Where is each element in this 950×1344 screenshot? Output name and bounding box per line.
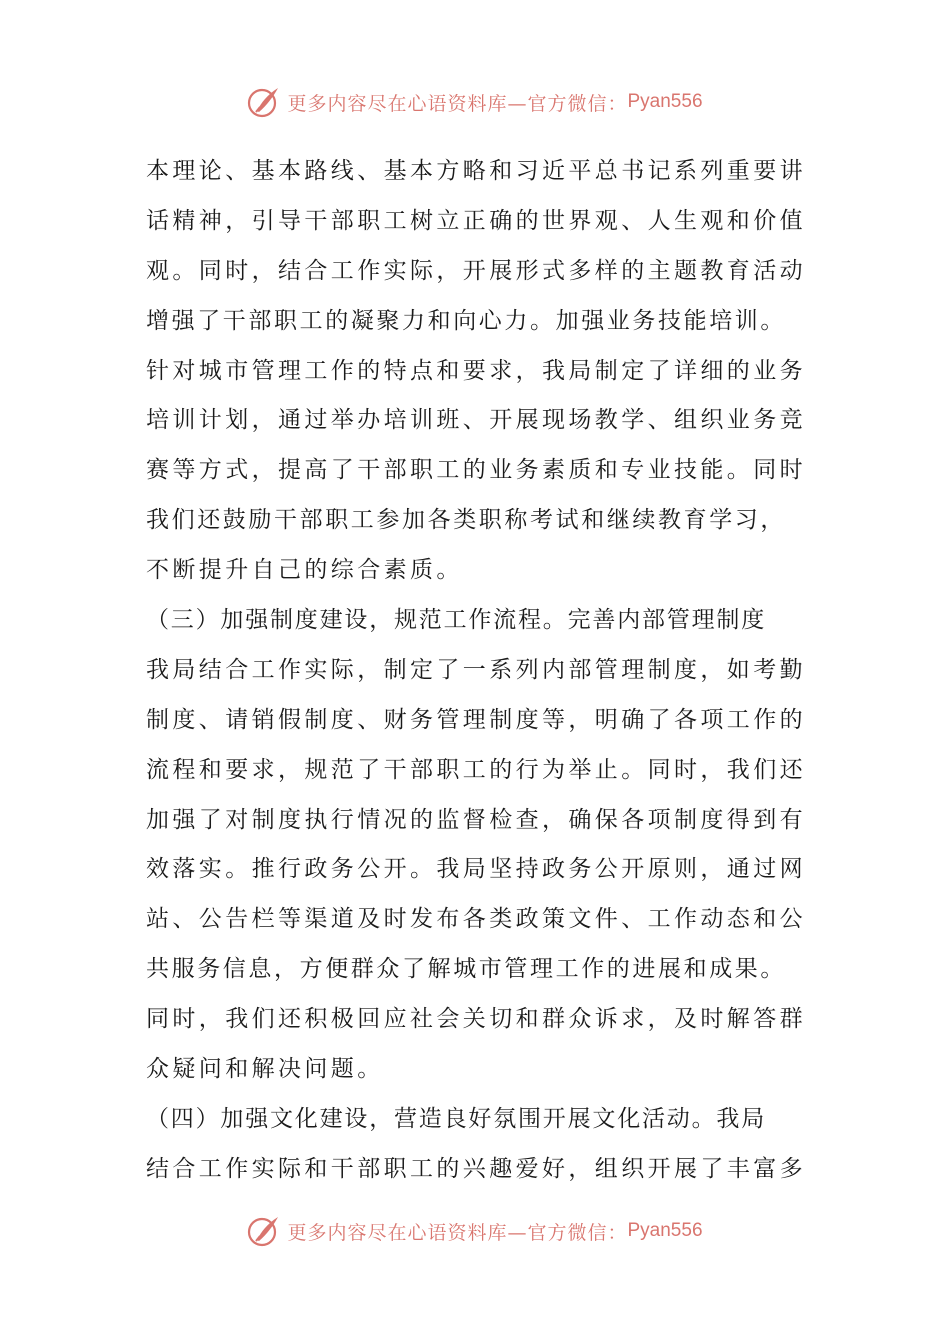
section-heading-line: （三）加强制度建设，规范工作流程。完善内部管理制度 [146,607,766,634]
body-line: 赛等方式，提高了干部职工的业务素质和专业技能。同时 [146,457,806,484]
body-line: 流程和要求，规范了干部职工的行为举止。同时，我们还 [146,756,806,783]
quill-pen-icon [247,1214,281,1248]
body-line: 我们还鼓励干部职工参加各类职称考试和继续教育学习， [146,507,786,534]
banner-brand-text: 更多内容尽在心语资料库—官方微信： [287,1221,628,1244]
body-line: 加强了对制度执行情况的监督检查，确保各项制度得到有 [146,806,806,833]
body-line: 众疑问和解决问题。 [146,1056,384,1083]
body-line: 结合工作实际和干部职工的兴趣爱好，组织开展了丰富多 [146,1155,806,1182]
body-line: 话精神，引导干部职工树立正确的世界观、人生观和价值 [146,207,806,234]
body-line: 我局结合工作实际，制定了一系列内部管理制度，如考勤 [146,656,806,683]
quill-pen-icon [247,85,281,119]
body-line: 效落实。推行政务公开。我局坚持政务公开原则，通过网 [146,856,806,883]
body-line: 站、公告栏等渠道及时发布各类政策文件、工作动态和公 [146,906,806,933]
body-line: 制度、请销假制度、财务管理制度等，明确了各项工作的 [146,706,806,733]
banner-wechat-id: Pyan556 [627,91,703,112]
body-line: 观。同时，结合工作实际，开展形式多样的主题教育活动 [146,257,806,284]
body-line: 培训计划，通过举办培训班、开展现场教学、组织业务竞 [146,407,806,434]
body-line: 共服务信息，方便群众了解城市管理工作的进展和成果。 [146,956,786,983]
body-line: 增强了干部职工的凝聚力和向心力。加强业务技能培训。 [146,307,786,334]
body-line: 针对城市管理工作的特点和要求，我局制定了详细的业务 [146,357,806,384]
footer-banner [0,1211,950,1251]
header-banner [0,82,950,122]
banner-brand-text: 更多内容尽在心语资料库—官方微信： [287,92,628,115]
document-body [146,147,806,1195]
body-line: 不断提升自己的综合素质。 [146,557,463,584]
body-line: 同时，我们还积极回应社会关切和群众诉求，及时解答群 [146,1006,806,1033]
banner-wechat-id: Pyan556 [627,1220,703,1241]
body-line: 本理论、基本路线、基本方略和习近平总书记系列重要讲 [146,158,806,184]
section-heading-line: （四）加强文化建设，营造良好氛围开展文化活动。我局 [146,1105,766,1132]
